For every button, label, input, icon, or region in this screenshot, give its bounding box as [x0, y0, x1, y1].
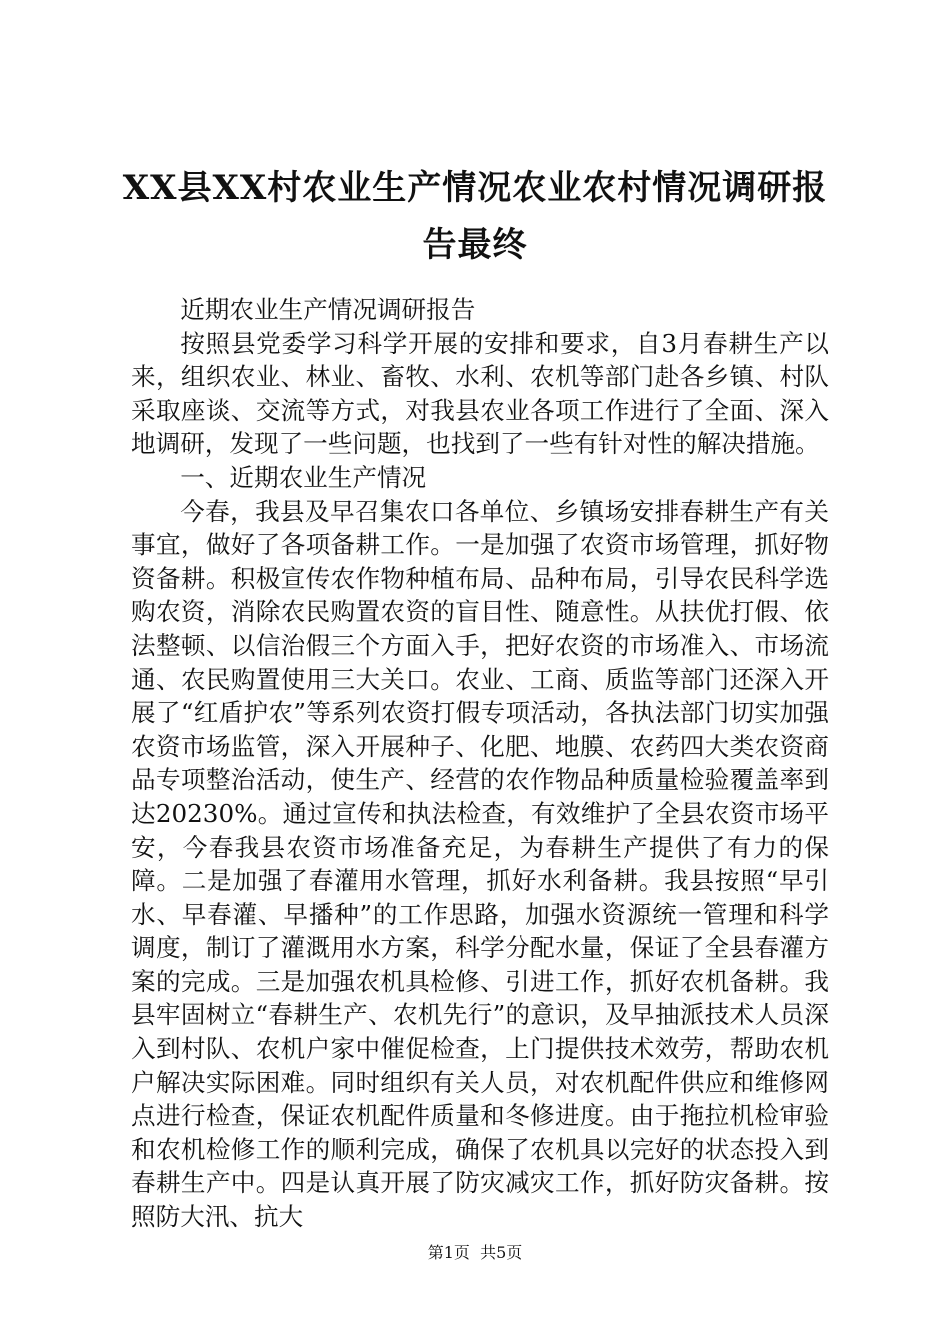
section-heading: 一、近期农业生产情况: [180, 462, 427, 492]
total-pages: 共5页: [480, 1243, 523, 1262]
page-number: 第1页: [427, 1243, 470, 1262]
intro-paragraph: 按照县党委学习科学开展的安排和要求，自3月春耕生产以来，组织农业、林业、畜牧、水利、农机等部门赴各乡镇、村队采取座谈、交流等方式，对我县农业各项工作进行了全面、深入地调研，发现了一些问题，也找到了一些有针对性的解决措施。: [131, 328, 829, 459]
document-title: XX县XX村农业生产情况农业农村情况调研报告最终: [122, 168, 828, 265]
section-paragraph: 今春，我县及早召集农口各单位、乡镇场安排春耕生产有关事宜，做好了各项备耕工作。一是加强了农资市场管理，抓好物资备耕。积极宣传农作物种植布局、品种布局，引导农民科学选购农资，消除农民购置农资的盲目性、随意性。从扶优打假、依法整顿、以信治假三个方面入手，把好农资的市场准入、市场流通、农民购置使用三大关口。农业、工商、质监等部门还深入开展了“红盾护农”等系列农资打假专项活动，各执法部门切实加强农资市场监管，深入开展种子、化肥、地膜、农药四大类农资商品专项整治活动，使生产、经营的农作物品种质量检验覆盖率到达20230%。通过宣传和执法检查，有效维护了全县农资市场平安，今春我县农资市场准备充足，为春耕生产提供了有力的保障。二是加强了春灌用水管理，抓好水利备耕。我县按照“早引水、早春灌、早播种”的工作思路，加强水资源统一管理和科学调度，制订了灌溉用水方案，科学分配水量，保证了全县春灌方案的完成。三是加强农机具检修、引进工作，抓好农机备耕。我县牢固树立“春耕生产、农机先行”的意识，及早抽派技术人员深入到村队、农机户家中催促检查，上门提供技术效劳，帮助农机户解决实际困难。同时组织有关人员，对农机配件供应和维修网点进行检查，保证农机配件质量和冬修进度。由于拖拉机检审验和农机检修工作的顺利完成，确保了农机具以完好的状态投入到春耕生产中。四是认真开展了防灾减灾工作，抓好防灾备耕。按照防大汛、抗大: [131, 496, 829, 1232]
page-footer: [0, 1243, 950, 1263]
report-subtitle: 近期农业生产情况调研报告: [180, 295, 476, 324]
document-body: [131, 293, 829, 1234]
